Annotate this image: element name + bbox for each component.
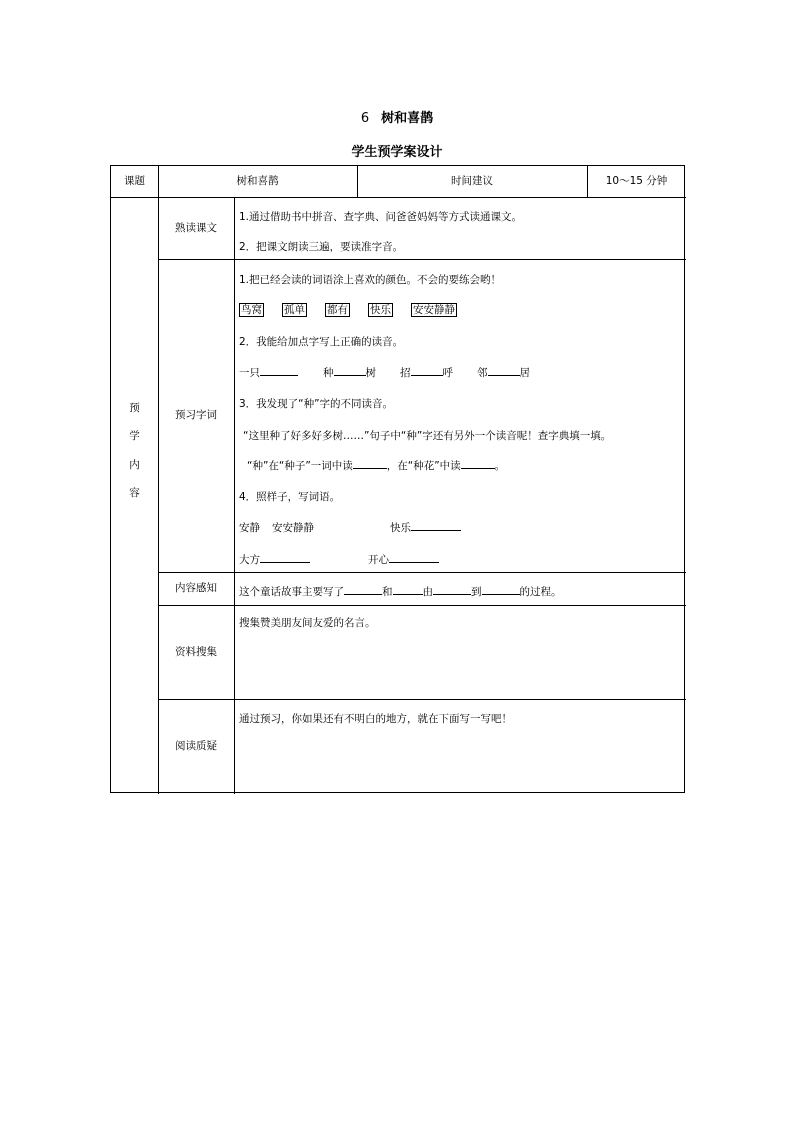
pinyin-item: 呼 [442, 367, 453, 379]
content-row [239, 584, 562, 599]
side-label [111, 197, 158, 794]
side-label-char: 学 [129, 430, 140, 442]
preview-line-3: 3．我发现了“种”字的不同读音。 [239, 398, 394, 410]
content-part: 到 [471, 586, 482, 598]
example-word: 安安静静 [272, 522, 314, 534]
preview-line-2: 2．我能给加点字写上正确的读音。 [239, 336, 404, 348]
preview-line-1: 1.把已经会读的词语涂上喜欢的颜色。不会的要练会哟！ [239, 274, 502, 286]
row-divider [158, 259, 686, 260]
pinyin-row [239, 365, 530, 380]
collect-label: 资料搜集 [175, 645, 217, 658]
content-label: 内容感知 [175, 582, 217, 595]
pinyin-item: 一只 [239, 367, 260, 379]
pinyin-item: 居 [519, 367, 530, 379]
example-word: 安静 [239, 522, 260, 534]
page-subtitle: 学生预学案设计 [351, 145, 443, 160]
content-part: 和 [382, 586, 393, 598]
pinyin-item: 树 [365, 367, 376, 379]
collect-text: 搜集赞美朋友间友爱的名言。 [239, 617, 376, 629]
word-box: 孤单 [284, 304, 305, 316]
time-value: 10～15 分钟 [605, 175, 668, 188]
word-box: 安安静静 [413, 304, 455, 316]
content-part: 由 [422, 586, 433, 598]
time-label: 时间建议 [451, 175, 493, 188]
answer-blank[interactable] [411, 520, 461, 531]
answer-blank[interactable] [461, 458, 495, 469]
pinyin-item: 邻 [477, 367, 488, 379]
preview-table [110, 165, 685, 793]
answer-blank[interactable] [344, 584, 382, 595]
col-divider [234, 197, 235, 794]
answer-blank[interactable] [260, 365, 298, 376]
task-row [239, 552, 439, 567]
line5-part: 。 [494, 460, 506, 472]
question-text: 通过预习，你如果还有不明白的地方，就在下面写一写吧！ [239, 713, 512, 725]
familiar-line-1: 1.通过借助书中拼音、查字典、问爸爸妈妈等方式读通课文。 [239, 211, 523, 223]
answer-blank[interactable] [482, 584, 520, 595]
familiar-line-2: 2．把课文朗读三遍，要读准字音。 [239, 241, 404, 253]
task-word: 快乐 [390, 522, 411, 534]
row-divider [158, 605, 686, 606]
familiar-label: 熟读课文 [175, 221, 217, 234]
side-label-char: 容 [129, 487, 140, 499]
lesson-name: 树和喜鹊 [381, 111, 434, 126]
example-row [239, 520, 461, 535]
topic-label: 课题 [124, 175, 145, 188]
answer-blank[interactable] [393, 584, 423, 595]
question-label: 阅读质疑 [175, 740, 217, 753]
task-word: 大方 [239, 554, 260, 566]
line5-part: ，在“种花”中读 [386, 460, 461, 472]
task-word: 开心 [368, 554, 389, 566]
answer-blank[interactable] [411, 365, 443, 376]
line5-part: “种”在“种子”一词中读 [247, 460, 353, 472]
lesson-number: 6 [360, 111, 370, 126]
preview-label: 预习字词 [175, 409, 217, 422]
word-box: 鸟窝 [241, 304, 262, 316]
side-label-char: 预 [129, 401, 140, 414]
content-part: 这个童话故事主要写了 [239, 586, 344, 598]
answer-blank[interactable] [260, 552, 310, 563]
preview-line-6: 4．照样子，写词语。 [239, 491, 341, 503]
answer-blank[interactable] [389, 552, 439, 563]
preview-line-5 [247, 458, 505, 473]
pinyin-item: 种 [323, 367, 334, 379]
word-box: 快乐 [370, 304, 391, 316]
lesson-title [0, 107, 794, 126]
row-divider [158, 572, 686, 573]
answer-blank[interactable] [433, 584, 471, 595]
preview-line-4: “这里种了好多好多树……”句子中“种”字还有另外一个读音呢！查字典填一填。 [243, 430, 612, 442]
side-label-char: 内 [129, 458, 140, 471]
answer-blank[interactable] [488, 365, 520, 376]
topic-value: 树和喜鹊 [236, 175, 279, 188]
word-box: 都有 [327, 304, 348, 316]
content-part: 的过程。 [519, 586, 562, 598]
answer-blank[interactable] [353, 458, 387, 469]
pinyin-item: 招 [400, 367, 411, 379]
row-divider [158, 699, 686, 700]
word-boxes [239, 303, 475, 317]
answer-blank[interactable] [334, 365, 366, 376]
